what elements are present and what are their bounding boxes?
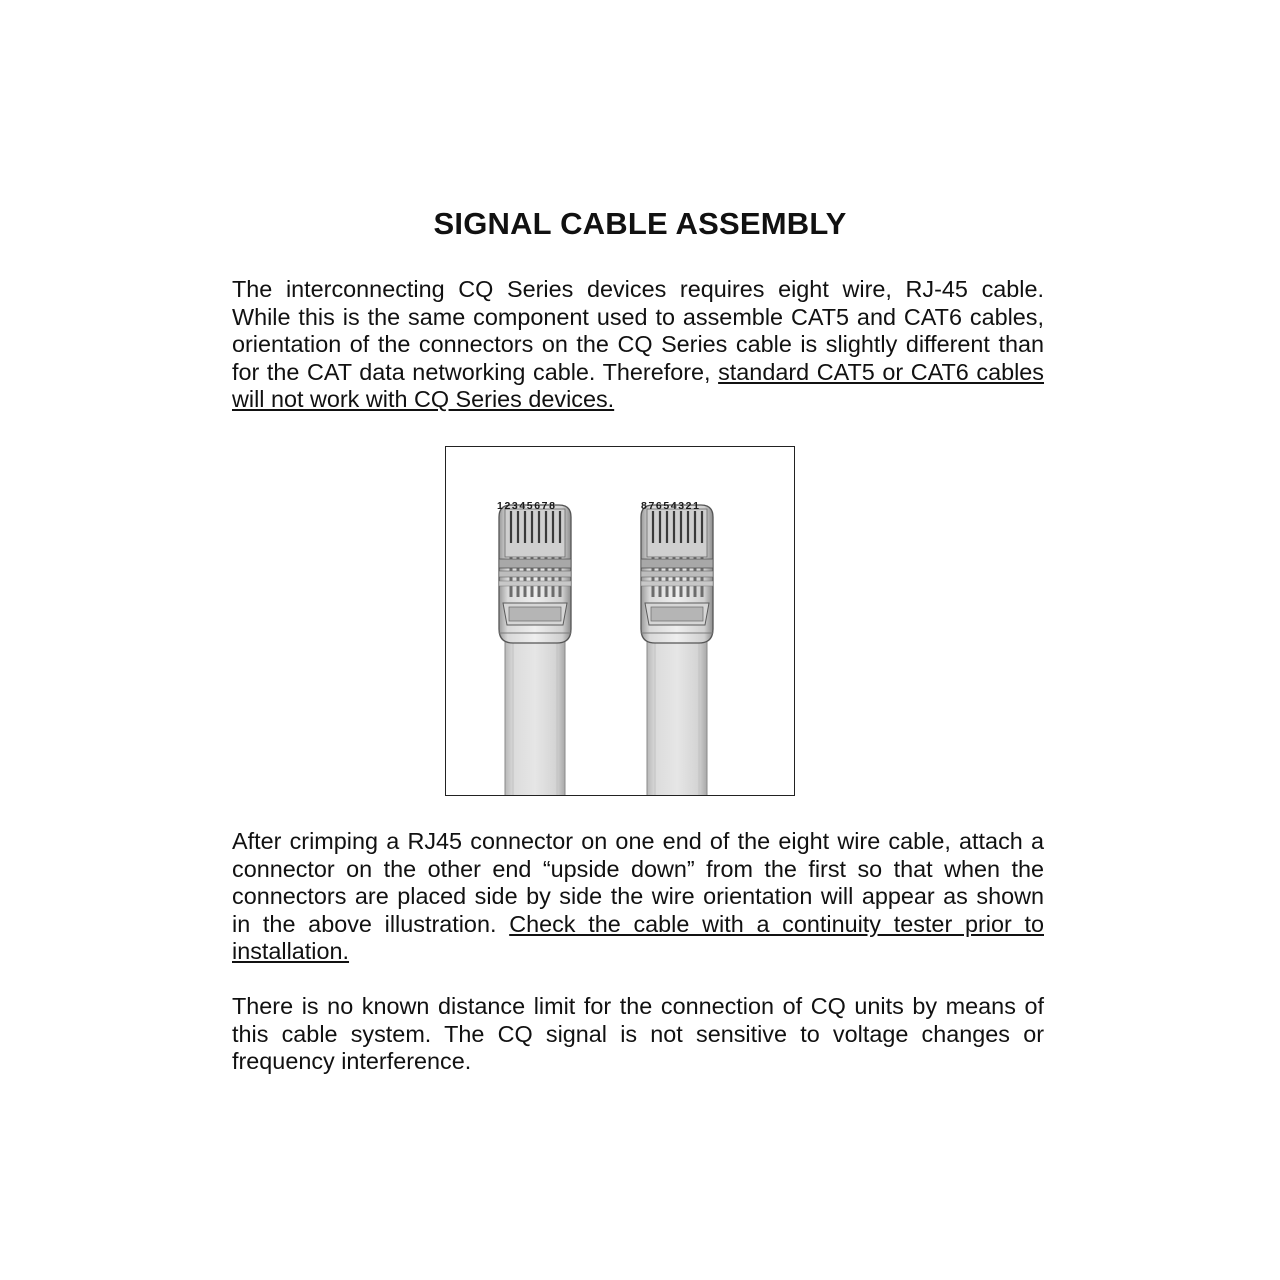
rj45-connectors-illustration bbox=[445, 446, 795, 796]
page-title: SIGNAL CABLE ASSEMBLY bbox=[433, 206, 847, 241]
right-rj45-plug bbox=[641, 500, 713, 795]
distance-paragraph: There is no known distance limit for the connection of CQ units by means of this cable system. The CQ signal is not sensitive to voltage changes or frequency interference. bbox=[232, 993, 1044, 1074]
intro-text: The interconnecting CQ Series devices requires eight wire, RJ-45 cable. While this is the same component used to assemble CAT5 and CAT6 cables, orientation of the connectors on the CQ Series cable is slightly different than for the CAT data networking cable. Therefore, bbox=[232, 276, 1044, 385]
crimping-warning-underlined: Check the cable with a continuity tester prior to installation. bbox=[232, 910, 1044, 964]
intro-paragraph bbox=[232, 276, 1044, 414]
crimping-paragraph bbox=[232, 828, 1044, 966]
intro-warning-underlined: standard CAT5 or CAT6 cables will not work with CQ Series devices. bbox=[232, 358, 1045, 412]
crimping-text: After crimping a RJ45 connector on one end of the eight wire cable, attach a connector on the other end “upside down” from the first so that when the connectors are placed side by side the wire orientation will appear as shown in the above illustration. bbox=[232, 828, 1044, 937]
right-pin-labels: 87654321 bbox=[641, 500, 701, 512]
left-rj45-plug bbox=[497, 500, 571, 795]
left-pin-labels: 12345678 bbox=[497, 500, 557, 512]
rj45-connectors-drawing bbox=[446, 447, 794, 795]
